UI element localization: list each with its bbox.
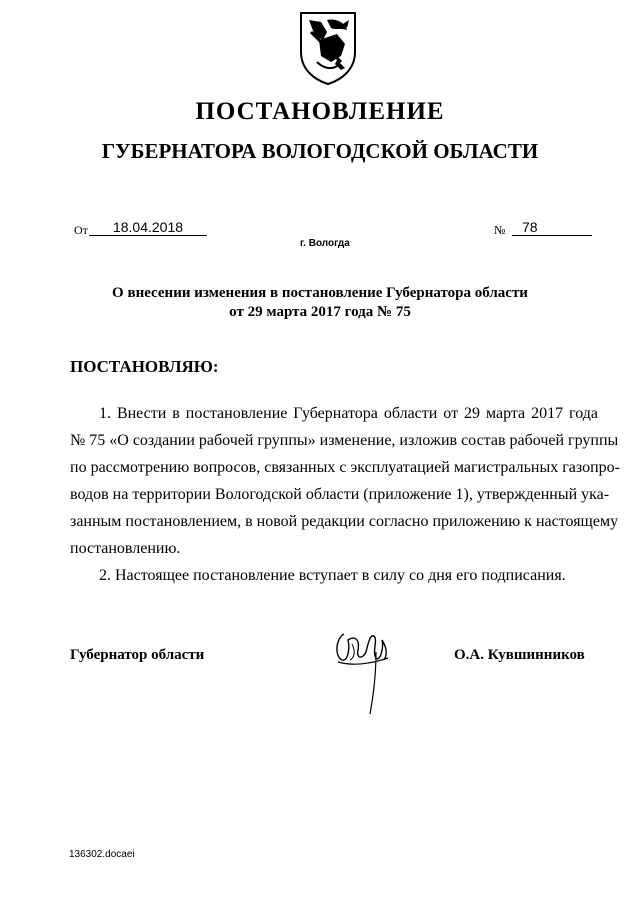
city: г. Вологда bbox=[300, 238, 350, 249]
date-label: От bbox=[74, 223, 88, 237]
body-line: занным постановлением, в новой редакции согласно приложению к настоящему bbox=[70, 513, 619, 530]
document-issuer: ГУБЕРНАТОРА ВОЛОГОДСКОЙ ОБЛАСТИ bbox=[101, 139, 539, 163]
document-number: 78 bbox=[512, 219, 592, 236]
body-line: постановлению. bbox=[70, 540, 181, 557]
body-line: по рассмотрению вопросов, связанных с эксплуатацией магистральных газопро- bbox=[70, 459, 621, 476]
signatory-position: Губернатор области bbox=[70, 647, 205, 663]
file-reference: 136302.docaei bbox=[69, 849, 135, 860]
document-title: ПОСТАНОВЛЕНИЕ bbox=[195, 98, 445, 125]
number-label: № bbox=[494, 223, 506, 237]
subject-line: О внесении изменения в постановление Губернатора области bbox=[112, 285, 528, 301]
body-line: водов на территории Вологодской области (приложение 1), утвержденный ука- bbox=[70, 486, 610, 503]
handwritten-signature bbox=[332, 622, 394, 716]
body-line: № 75 «О создании рабочей группы» изменение, изложив состав рабочей группы bbox=[70, 432, 619, 449]
subject-line: от 29 марта 2017 года № 75 bbox=[229, 304, 411, 320]
body-line: 2. Настоящее постановление вступает в силу со дня его подписания. bbox=[99, 567, 566, 584]
body-line: 1. Внести в постановление Губернатора области от 29 марта 2017 года bbox=[99, 405, 598, 422]
coat-of-arms-icon bbox=[297, 10, 359, 86]
document-date: 18.04.2018 bbox=[89, 219, 207, 236]
signatory-name: О.А. Кувшинников bbox=[454, 647, 585, 663]
decree-heading: ПОСТАНОВЛЯЮ: bbox=[70, 357, 219, 376]
